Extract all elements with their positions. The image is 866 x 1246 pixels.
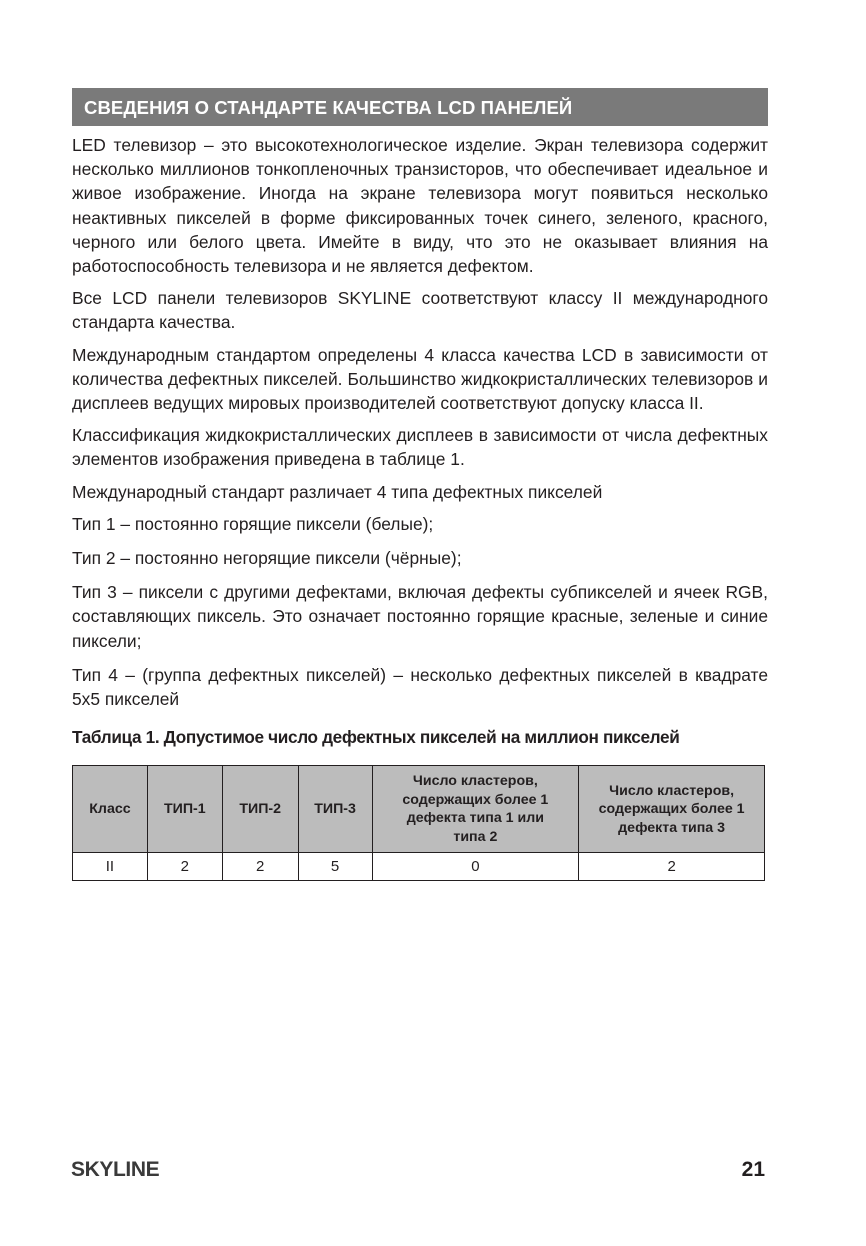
header-type-3: ТИП-3 [298,766,372,853]
cell-type-2: 2 [222,853,298,881]
table-caption: Таблица 1. Допустимое число дефектных пикселей на миллион пикселей [72,727,680,748]
cell-type-3: 5 [298,853,372,881]
paragraph-type-3: Тип 3 – пиксели с другими дефектами, включая дефекты субпикселей и ячеек RGB, составляющих пиксель. Это означает постоянно горящие красные, зеленые и синие пиксели; [72,582,768,651]
cell-clusters-type-3: 2 [579,853,765,881]
section-title: СВЕДЕНИЯ О СТАНДАРТЕ КАЧЕСТВА LCD ПАНЕЛЕЙ [72,88,768,126]
table-header-row [73,766,765,853]
table-row [73,853,765,881]
skyline-logo: SKYLINE [71,1158,160,1181]
defect-pixel-table [72,765,765,881]
paragraph-type-1: Тип 1 – постоянно горящие пиксели (белые); [72,513,434,534]
paragraph-defect-types-intro: Международный стандарт различает 4 типа дефектных пикселей [72,481,603,502]
paragraph-quality-classes: Международным стандартом определены 4 класса качества LCD в зависимости от количества дефектных пикселей. Большинство жидкокристаллических телевизоров и дисплеев ведущих мировых производителей соответствуют допуску класса II. [72,344,768,414]
header-clusters-type-3: Число кластеров, содержащих более 1 дефекта типа 3 [579,766,765,853]
paragraph-classification: Классификация жидкокристаллических дисплеев в зависимости от числа дефектных элементов изображения приведена в таблице 1. [72,425,768,470]
cell-type-1: 2 [147,853,222,881]
cell-class: II [73,853,148,881]
paragraph-skyline-class: Все LCD панели телевизоров SKYLINE соответствуют классу II международного стандарта качества. [72,288,768,333]
manual-page [72,88,768,881]
paragraph-type-4: Тип 4 – (группа дефектных пикселей) – несколько дефектных пикселей в квадрате 5х5 пикселей [72,664,768,710]
header-class: Класс [73,766,148,853]
header-clusters-type-1-2: Число кластеров, содержащих более 1 дефекта типа 1 или типа 2 [372,766,579,853]
paragraph-led-intro: LED телевизор – это высокотехнологическое изделие. Экран телевизора содержит несколько миллионов тонкопленочных транзисторов, что обеспечивает идеальное и живое изображение. Иногда на экране телевизора могут появиться несколько неактивных пикселей в форме фиксированных точек синего, зеленого, красного, черного или белого цвета. Имейте в виду, что это не оказывает влияния на работоспособность телевизора и не является дефектом. [72,135,768,277]
paragraph-type-2: Тип 2 – постоянно негорящие пиксели (чёрные); [72,548,462,569]
page-number: 21 [741,1158,765,1181]
header-type-2: ТИП-2 [222,766,298,853]
cell-clusters-type-1-2: 0 [372,853,579,881]
header-type-1: ТИП-1 [147,766,222,853]
